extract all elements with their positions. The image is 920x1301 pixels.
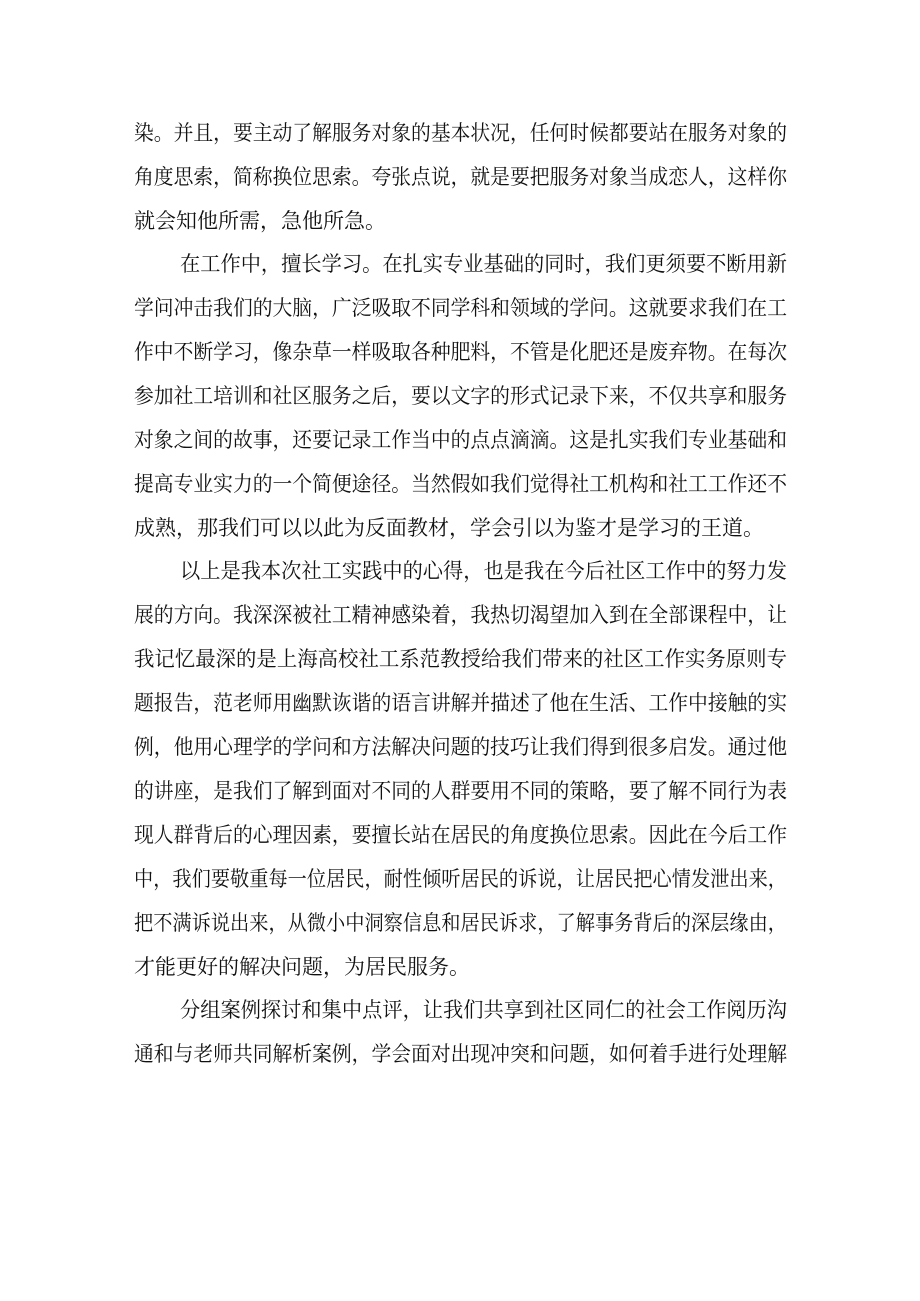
paragraph-3-line-1: 以上是我本次社工实践中的心得，也是我在今后社区工作中的努力发 <box>180 559 787 583</box>
paragraph-3-line-5: 例，他用心理学的学问和方法解决问题的技巧让我们得到很多启发。通过他 <box>134 735 787 759</box>
paragraph-2-line-3: 作中不断学习，像杂草一样吸取各种肥料，不管是化肥还是废弃物。在每次 <box>134 340 787 364</box>
paragraph-2-line-4: 参加社工培训和社区服务之后，要以文字的形式记录下来，不仅共享和服务 <box>134 384 787 408</box>
paragraph-1-line-3: 就会知他所需，急他所急。 <box>134 209 386 233</box>
paragraph-1-line-1: 染。并且，要主动了解服务对象的基本状况，任何时候都要站在服务对象的 <box>134 121 787 145</box>
paragraph-3-line-10: 才能更好的解决问题，为居民服务。 <box>134 955 470 979</box>
paragraph-4-line-1: 分组案例探讨和集中点评，让我们共享到社区同仁的社会工作阅历沟 <box>180 998 787 1022</box>
paragraph-3-line-4: 题报告，范老师用幽默诙谐的语言讲解并描述了他在生活、工作中接触的实 <box>134 691 787 715</box>
paragraph-2-line-7: 成熟，那我们可以以此为反面教材，学会引以为鉴才是学习的王道。 <box>134 516 764 540</box>
paragraph-1-line-2: 角度思索，简称换位思索。夸张点说，就是要把服务对象当成恋人，这样你 <box>134 165 787 189</box>
paragraph-2-line-6: 提高专业实力的一个简便途径。当然假如我们觉得社工机构和社工工作还不 <box>134 472 787 496</box>
paragraph-2-line-5: 对象之间的故事，还要记录工作当中的点点滴滴。这是扎实我们专业基础和 <box>134 428 787 452</box>
paragraph-3-line-3: 我记忆最深的是上海高校社工系范教授给我们带来的社区工作实务原则专 <box>134 647 787 671</box>
paragraph-3-line-8: 中，我们要敬重每一位居民，耐性倾听居民的诉说，让居民把心情发泄出来， <box>134 867 787 891</box>
paragraph-2-line-2: 学问冲击我们的大脑，广泛吸取不同学科和领域的学问。这就要求我们在工 <box>134 296 787 320</box>
paragraph-3-line-6: 的讲座，是我们了解到面对不同的人群要用不同的策略，要了解不同行为表 <box>134 779 787 803</box>
paragraph-4-line-2: 通和与老师共同解析案例，学会面对出现冲突和问题，如何着手进行处理解 <box>134 1042 787 1066</box>
paragraph-3-line-7: 现人群背后的心理因素，要擅长站在居民的角度换位思索。因此在今后工作 <box>134 823 787 847</box>
paragraph-2-line-1: 在工作中，擅长学习。在扎实专业基础的同时，我们更须要不断用新 <box>180 252 787 276</box>
paragraph-3-line-2: 展的方向。我深深被社工精神感染着，我热切渴望加入到在全部课程中，让 <box>134 603 787 627</box>
paragraph-3-line-9: 把不满诉说出来，从微小中洞察信息和居民诉求，了解事务背后的深层缘由， <box>134 911 787 935</box>
